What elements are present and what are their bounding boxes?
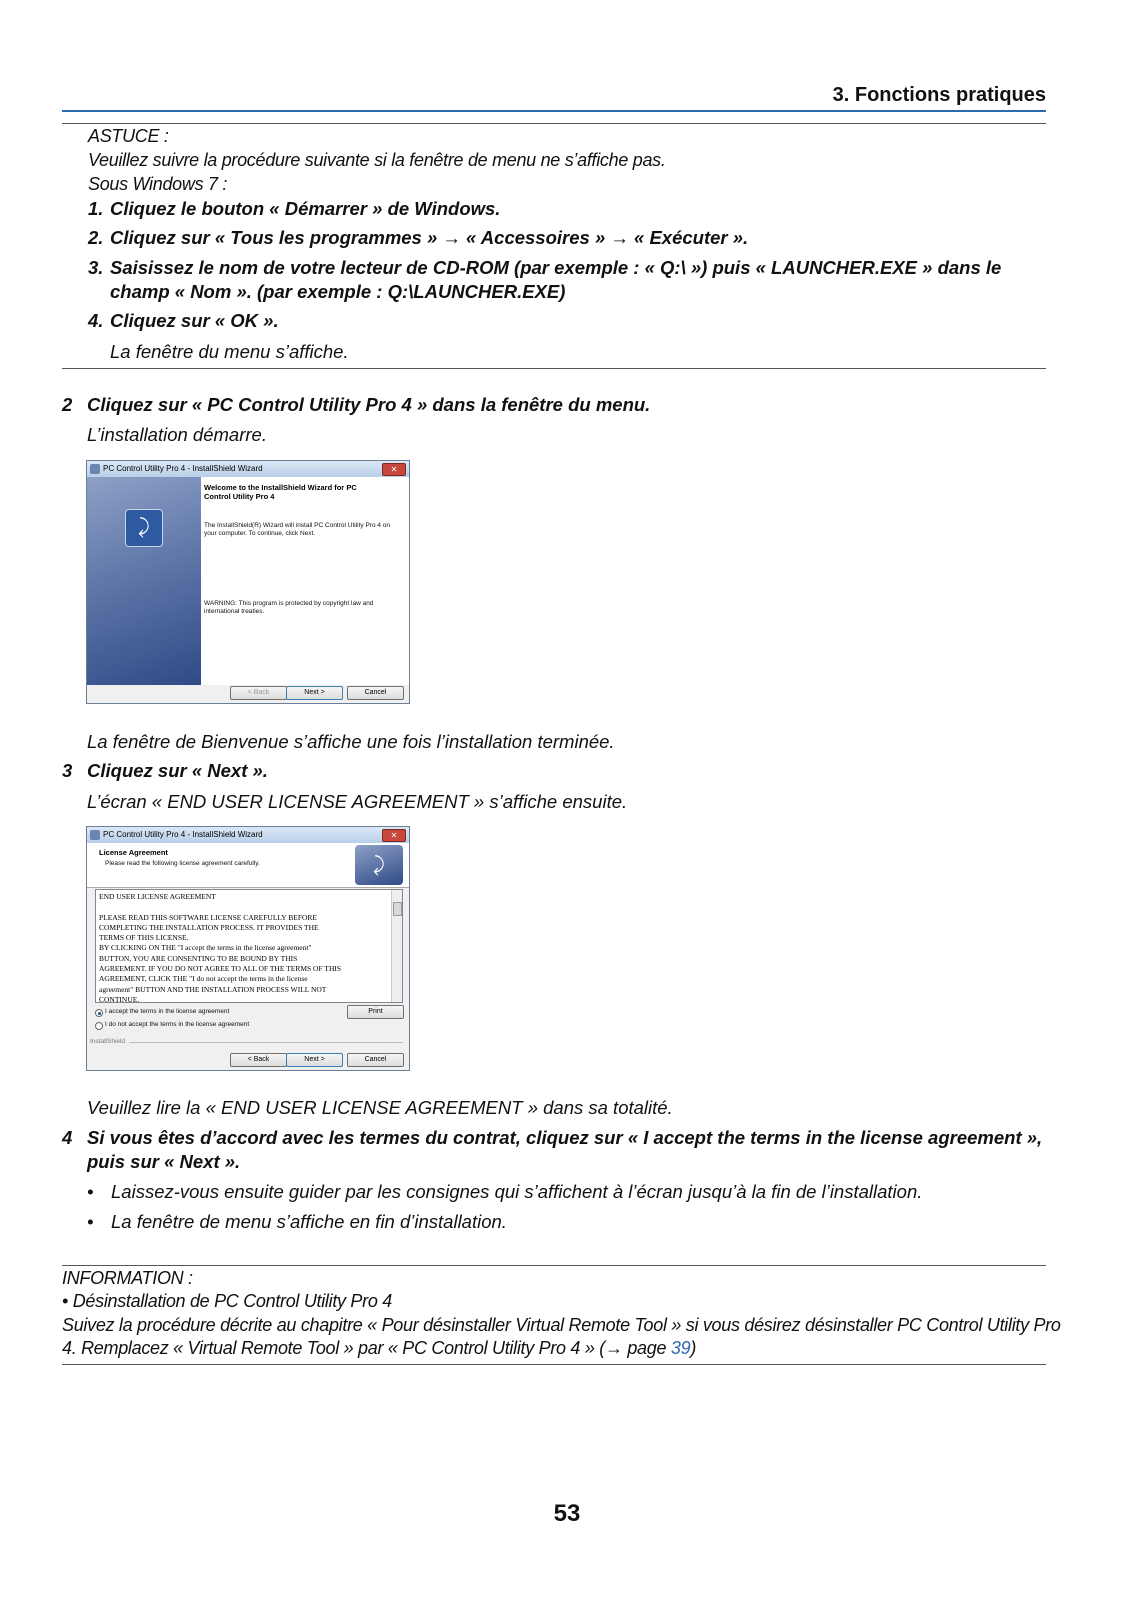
- welcome-dialog-screenshot: [86, 460, 410, 704]
- info-top-rule: [62, 1265, 1046, 1266]
- tip-os: Sous Windows 7 :: [88, 174, 228, 194]
- license-header-subtitle: Please read the following license agreement carefully.: [105, 860, 260, 867]
- welcome-heading-line-2: Control Utility Pro 4: [204, 492, 275, 501]
- license-line: AGREEMENT, CLICK THE "I do not accept the terms in the license: [99, 974, 308, 984]
- next-button[interactable]: Next >: [286, 1053, 343, 1067]
- tip-top-rule: [62, 123, 1046, 124]
- header-rule: [62, 110, 1046, 112]
- license-line: [99, 902, 399, 912]
- warning-line-2: international treaties.: [204, 608, 265, 615]
- tip-step-3: [88, 257, 1002, 279]
- license-header: [87, 843, 409, 888]
- tip-step-3-text-cont: champ « Nom ». (par exemple : Q:\LAUNCHER.EXE): [110, 281, 566, 302]
- tip-step-3-text: Saisissez le nom de votre lecteur de CD-ROM (par exemple : « Q:\ ») puis « LAUNCHER.EXE » dans le: [110, 257, 1002, 278]
- license-line: COMPLETING THE INSTALLATION PROCESS. IT PROVIDES THE: [99, 922, 319, 932]
- step-4-text: Si vous êtes d’accord avec les termes du contrat, cliquez sur « I accept the terms in the license agreement »,: [87, 1127, 1043, 1148]
- license-line: END USER LICENSE AGREEMENT: [99, 892, 216, 901]
- license-line: agreement" BUTTON AND THE INSTALLATION PROCESS WILL NOT: [99, 984, 327, 994]
- license-header-title: License Agreement: [99, 848, 168, 857]
- welcome-heading-line-1: Welcome to the InstallShield Wizard for PC: [204, 483, 357, 492]
- tip-step-1: [88, 198, 501, 220]
- tip-bottom-rule: [62, 368, 1046, 369]
- accept-label[interactable]: I accept the terms in the license agreement: [105, 1008, 230, 1015]
- tip-step-3-num: 3.: [88, 257, 104, 278]
- info-bottom-rule: [62, 1364, 1046, 1365]
- welcome-body-line-1: The InstallShield(R) Wizard will install PC Control Utility Pro 4 on: [204, 522, 391, 529]
- warning-line-1: WARNING: This program is protected by copyright law and: [204, 600, 374, 607]
- after-license-note: Veuillez lire la « END USER LICENSE AGREEMENT » dans sa totalité.: [87, 1097, 673, 1118]
- step-3-num: 3: [62, 760, 73, 781]
- info-label: INFORMATION :: [62, 1268, 193, 1288]
- bullet-1-marker: •: [87, 1181, 94, 1202]
- page-number: 53: [553, 1500, 581, 1527]
- close-icon[interactable]: ✕: [382, 463, 406, 476]
- scrollbar-thumb[interactable]: [393, 902, 402, 916]
- license-dialog-titlebar: [87, 827, 409, 843]
- tip-step-2-text: Cliquez sur « Tous les programmes » → « Accessoires » → « Exécuter ».: [110, 227, 749, 248]
- step-3-note: L’écran « END USER LICENSE AGREEMENT » s’affiche ensuite.: [87, 791, 628, 812]
- installshield-logo-icon: ⤸: [125, 509, 163, 547]
- tip-step-4: [88, 310, 279, 332]
- page-reference-link[interactable]: 39: [670, 1338, 691, 1358]
- cancel-button[interactable]: Cancel: [347, 686, 404, 700]
- installshield-logo-icon: ⤸: [355, 845, 403, 885]
- step-2-text: Cliquez sur « PC Control Utility Pro 4 » dans la fenêtre du menu.: [87, 394, 651, 415]
- license-line: BUTTON, YOU ARE CONSENTING TO BE BOUND BY THIS: [99, 953, 298, 963]
- step-3-text: Cliquez sur « Next ».: [87, 760, 268, 781]
- tip-step-4-num: 4.: [88, 310, 104, 331]
- license-line: BY CLICKING ON THE "I accept the terms in the license agreement": [99, 943, 312, 953]
- welcome-dialog-title: PC Control Utility Pro 4 - InstallShield Wizard: [103, 464, 263, 473]
- tip-step-1-text: Cliquez le bouton « Démarrer » de Windows.: [110, 198, 501, 219]
- tip-result: La fenêtre du menu s’affiche.: [110, 341, 349, 362]
- step-4-text-cont: puis sur « Next ».: [87, 1151, 241, 1172]
- tip-intro: Veuillez suivre la procédure suivante si la fenêtre de menu ne s’affiche pas.: [88, 150, 666, 170]
- info-item: • Désinstallation de PC Control Utility Pro 4: [62, 1291, 392, 1311]
- accept-radio[interactable]: [95, 1009, 103, 1017]
- step-2-num: 2: [62, 394, 73, 415]
- license-scrollbar[interactable]: [391, 890, 402, 1002]
- print-button[interactable]: Print: [347, 1005, 404, 1019]
- installer-app-icon: [90, 830, 100, 840]
- tip-step-2-num: 2.: [88, 227, 104, 248]
- license-line: TERMS OF THIS LICENSE.: [99, 933, 189, 943]
- close-icon[interactable]: ✕: [382, 829, 406, 842]
- tip-step-4-text: Cliquez sur « OK ».: [110, 310, 279, 331]
- next-button[interactable]: Next >: [286, 686, 343, 700]
- license-dialog-title: PC Control Utility Pro 4 - InstallShield Wizard: [103, 830, 263, 839]
- license-line: AGREEMENT. IF YOU DO NOT AGREE TO ALL OF THE TERMS OF THIS: [99, 964, 342, 974]
- cancel-button[interactable]: Cancel: [347, 1053, 404, 1067]
- back-button[interactable]: < Back: [230, 1053, 287, 1067]
- wizard-side-banner: [87, 477, 201, 685]
- decline-radio[interactable]: [95, 1022, 103, 1030]
- license-dialog-screenshot: [86, 826, 410, 1071]
- license-line: CONTINUE.: [99, 994, 140, 1003]
- welcome-dialog-titlebar: [87, 461, 409, 477]
- welcome-body-line-2: your computer. To continue, click Next.: [204, 530, 316, 537]
- license-text-box[interactable]: [95, 889, 403, 1003]
- back-button[interactable]: < Back: [230, 686, 287, 700]
- bullet-1-text: Laissez-vous ensuite guider par les consignes qui s’affichent à l’écran jusqu’à la fin de l’installation.: [111, 1181, 923, 1202]
- info-line-2-text: 4. Remplacez « Virtual Remote Tool » par « PC Control Utility Pro 4 » (→ page: [62, 1338, 671, 1358]
- step-2-note: L’installation démarre.: [87, 424, 267, 445]
- installshield-footer-label: InstallShield: [90, 1038, 126, 1045]
- footer-divider: [129, 1042, 403, 1043]
- tip-step-2: [88, 227, 749, 249]
- license-line: PLEASE READ THIS SOFTWARE LICENSE CAREFULLY BEFORE: [99, 912, 318, 922]
- bullet-2-marker: •: [87, 1211, 94, 1232]
- info-line-1: Suivez la procédure décrite au chapitre « Pour désinstaller Virtual Remote Tool » si vous désirez désinstaller PC Control Utility Pro: [62, 1315, 1061, 1335]
- welcome-content-pane: [201, 477, 409, 685]
- section-title: 3. Fonctions pratiques: [832, 84, 1046, 106]
- license-text: [96, 890, 402, 1003]
- tip-label: ASTUCE :: [88, 126, 169, 146]
- step-4-num: 4: [62, 1127, 73, 1148]
- after-welcome-note: La fenêtre de Bienvenue s’affiche une fois l’installation terminée.: [87, 731, 615, 752]
- decline-label[interactable]: I do not accept the terms in the license agreement: [105, 1021, 250, 1028]
- bullet-2-text: La fenêtre de menu s’affiche en fin d’installation.: [111, 1211, 507, 1232]
- info-line-2-end: ): [690, 1338, 697, 1358]
- info-line-2: [62, 1338, 696, 1359]
- installer-app-icon: [90, 464, 100, 474]
- tip-step-1-num: 1.: [88, 198, 104, 219]
